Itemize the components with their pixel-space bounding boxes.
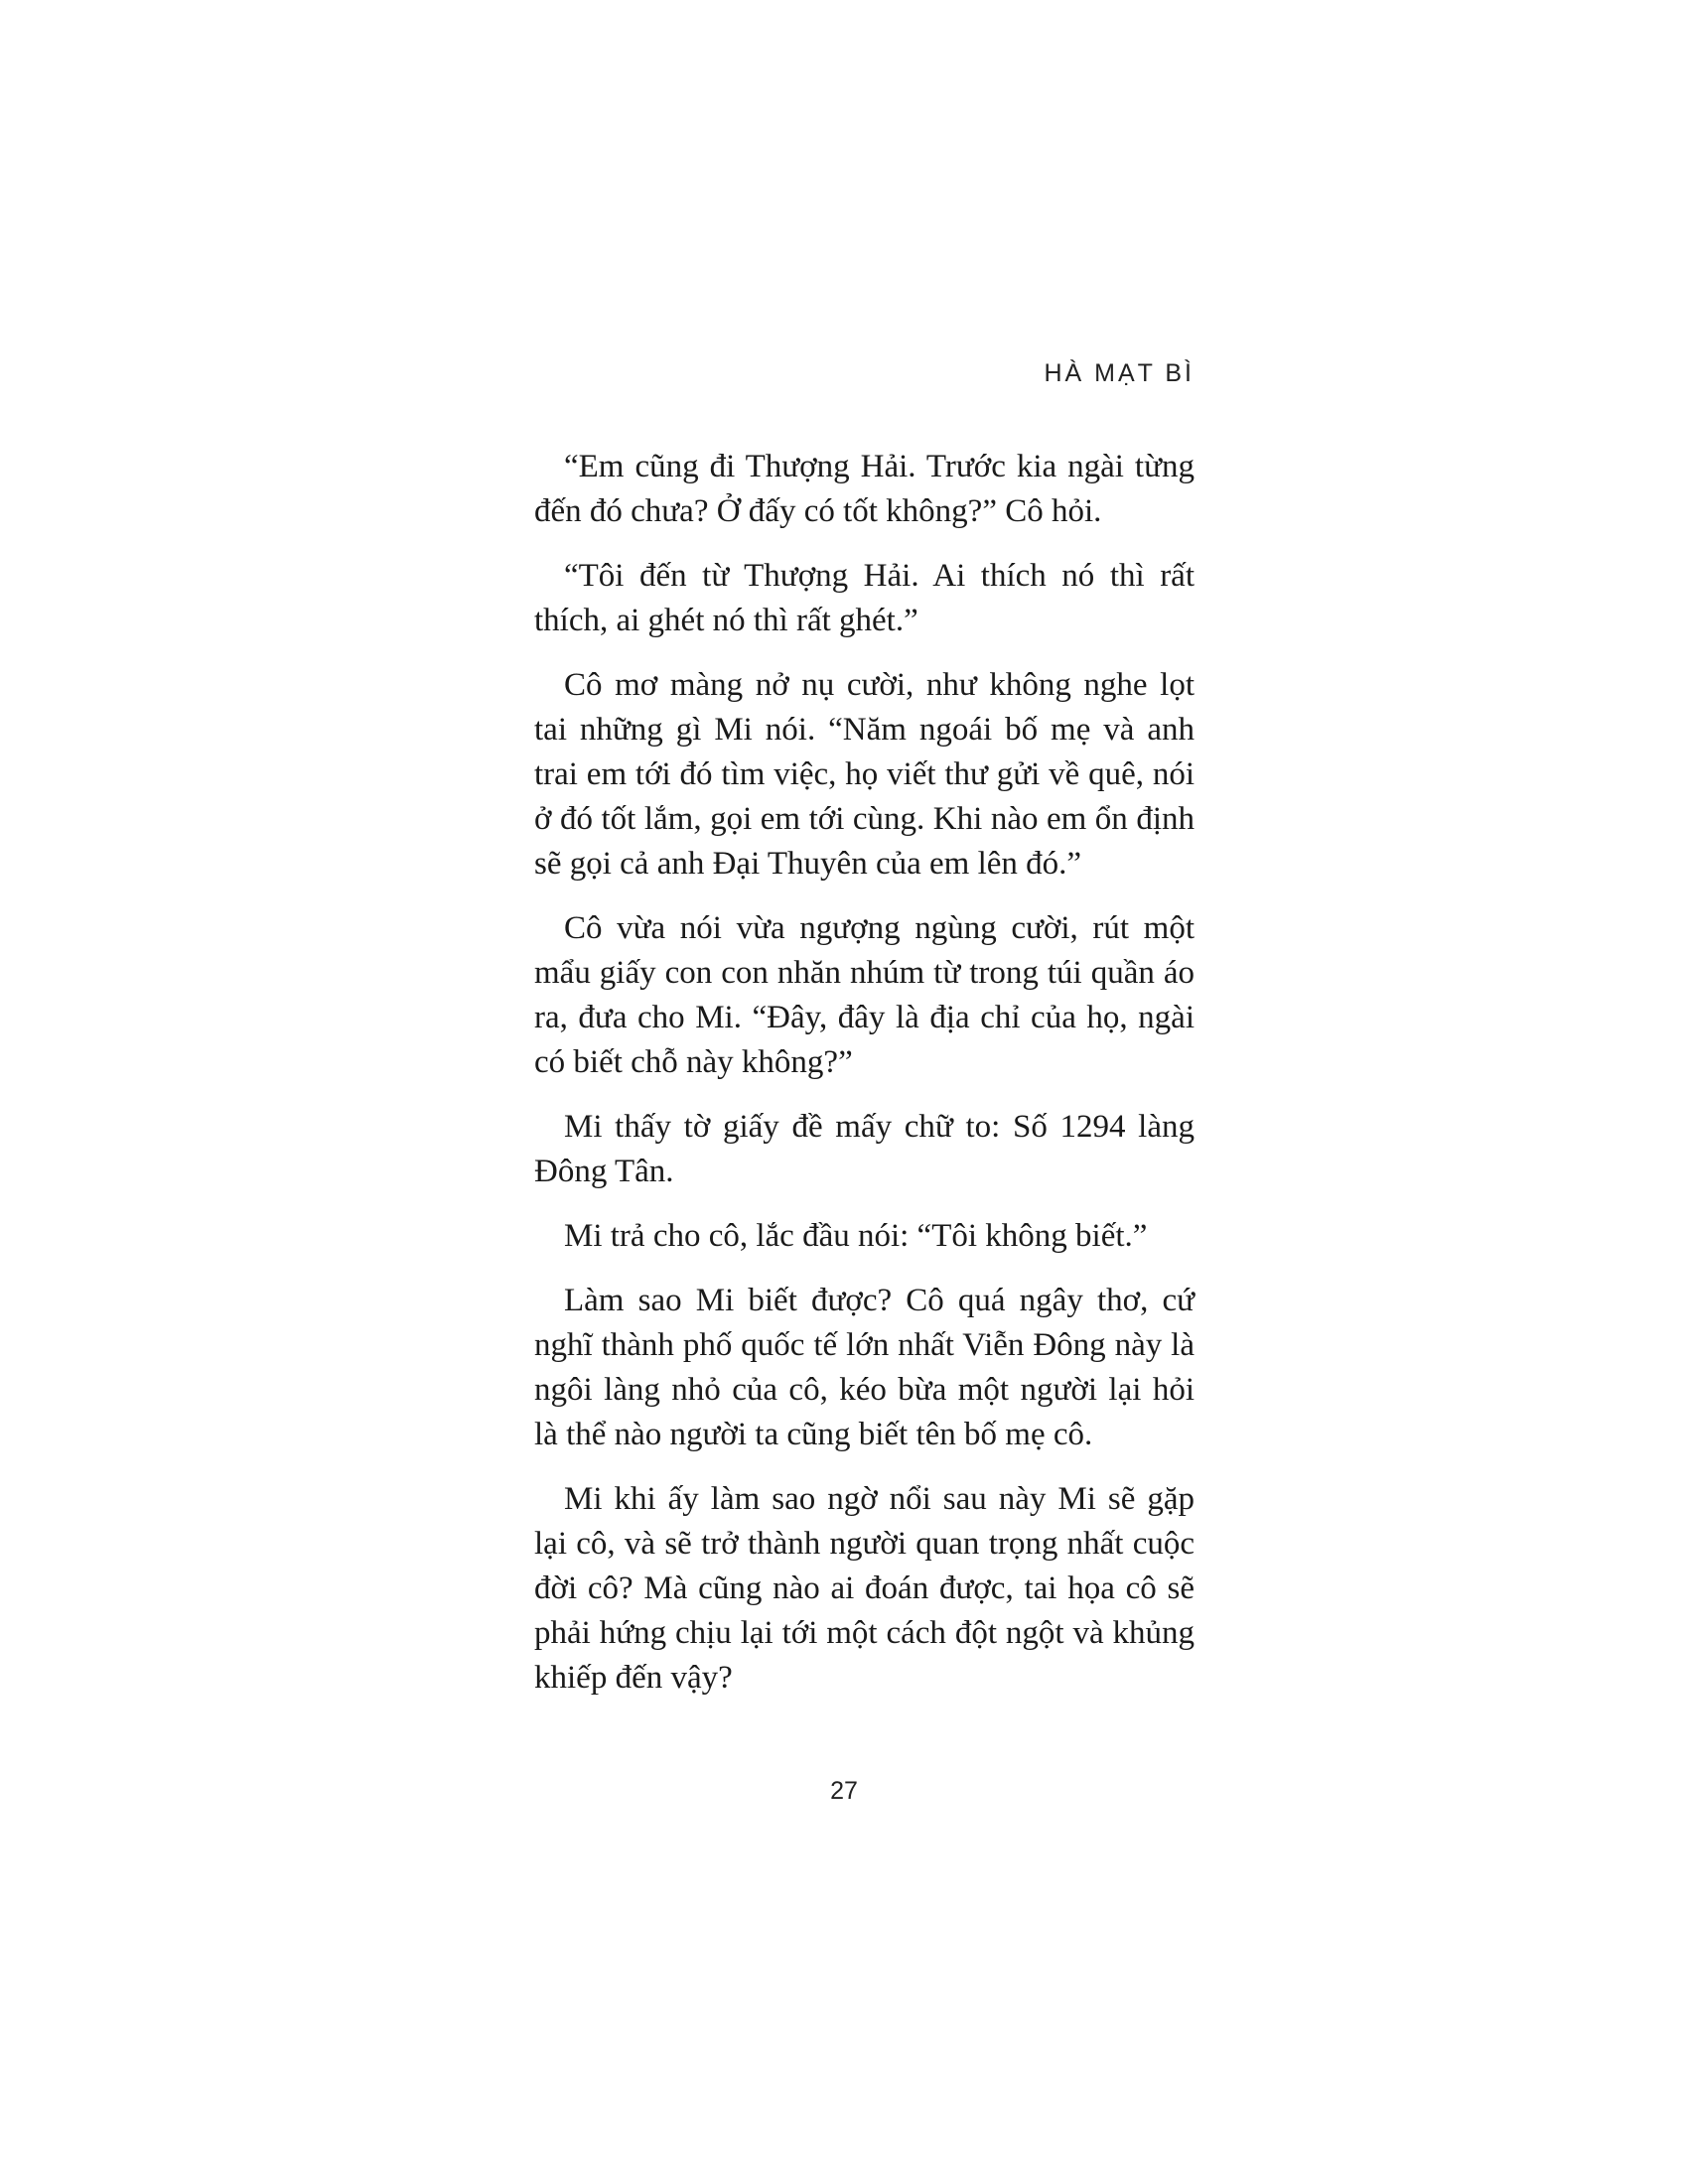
- paragraph: Mi thấy tờ giấy đề mấy chữ to: Số 1294 làng Đông Tân.: [534, 1109, 1195, 1189]
- body-text: [534, 445, 1195, 1720]
- page-number: 27: [830, 1777, 858, 1805]
- paragraph: Cô mơ màng nở nụ cười, như không nghe lọt tai những gì Mi nói. “Năm ngoái bố mẹ và anh trai em tới đó tìm việc, họ viết thư gửi về quê, nói ở đó tốt lắm, gọi em tới cùng. Khi nào em ổn định sẽ gọi cả anh Đại Thuyên của em lên đó.”: [534, 667, 1195, 882]
- running-header: HÀ MẠT BÌ: [1044, 359, 1195, 387]
- paragraph: “Em cũng đi Thượng Hải. Trước kia ngài từng đến đó chưa? Ở đấy có tốt không?” Cô hỏi.: [534, 449, 1195, 529]
- paragraph: Cô vừa nói vừa ngượng ngùng cười, rút một mẩu giấy con con nhăn nhúm từ trong túi quần áo ra, đưa cho Mi. “Đây, đây là địa chỉ của họ, ngài có biết chỗ này không?”: [534, 910, 1195, 1080]
- paragraph: “Tôi đến từ Thượng Hải. Ai thích nó thì rất thích, ai ghét nó thì rất ghét.”: [534, 558, 1195, 638]
- paragraph: Làm sao Mi biết được? Cô quá ngây thơ, cứ nghĩ thành phố quốc tế lớn nhất Viễn Đông này là ngôi làng nhỏ của cô, kéo bừa một người lại hỏi là thể nào người ta cũng biết tên bố mẹ cô.: [534, 1283, 1195, 1452]
- paragraph: Mi khi ấy làm sao ngờ nổi sau này Mi sẽ gặp lại cô, và sẽ trở thành người quan trọng nhất cuộc đời cô? Mà cũng nào ai đoán được, tai họa cô sẽ phải hứng chịu lại tới một cách đột ngột và khủng khiếp đến vậy?: [534, 1481, 1195, 1696]
- paragraph: Mi trả cho cô, lắc đầu nói: “Tôi không biết.”: [564, 1218, 1148, 1254]
